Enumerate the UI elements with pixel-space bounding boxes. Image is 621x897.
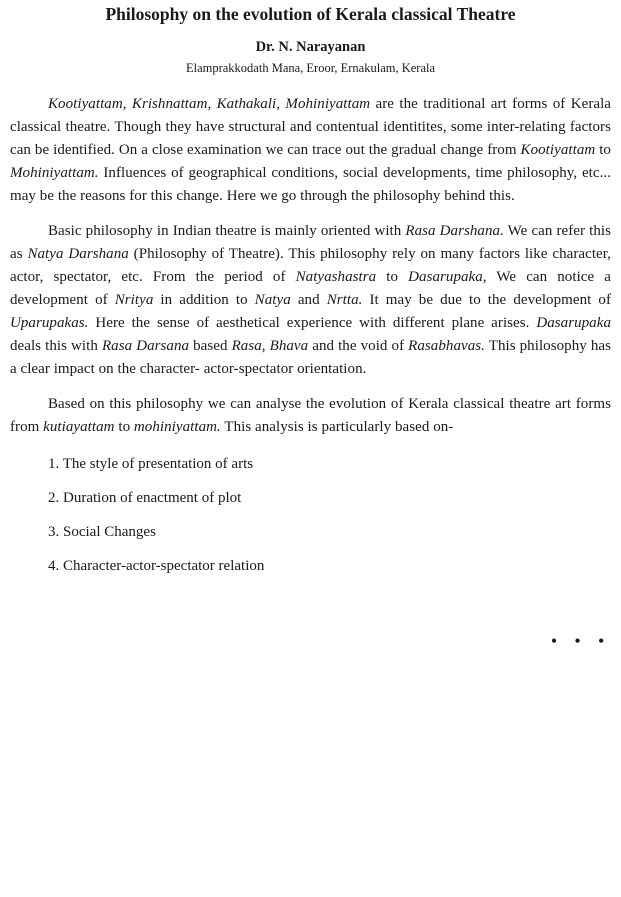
document-title: Philosophy on the evolution of Kerala classical Theatre bbox=[105, 4, 516, 24]
text-run: It may be due to the development of bbox=[362, 292, 611, 308]
list-item: 1. The style of presentation of arts bbox=[48, 456, 254, 472]
italic-term: Mohiniyattam. bbox=[10, 165, 99, 181]
list-item: 4. Character-actor-spectator relation bbox=[48, 558, 265, 574]
body-paragraph bbox=[10, 393, 611, 439]
author-name: Dr. N. Narayanan bbox=[255, 39, 366, 55]
list-item: 3. Social Changes bbox=[48, 524, 156, 540]
italic-term: Rasa Darshana. bbox=[405, 223, 504, 239]
italic-term: mohiniyattam. bbox=[133, 419, 221, 435]
body-paragraph bbox=[10, 220, 611, 381]
text-run: and bbox=[290, 292, 327, 308]
text-run: deals this with bbox=[10, 338, 102, 354]
italic-term: Natya Darshana bbox=[27, 246, 129, 262]
text-run: to bbox=[595, 142, 611, 158]
italic-term: Nritya bbox=[114, 292, 154, 308]
italic-term: Natya bbox=[254, 292, 291, 308]
end-of-section-mark: • • • bbox=[551, 633, 611, 650]
italic-term: Rasa, Bhava bbox=[231, 338, 309, 354]
text-run: We can refer this as bbox=[10, 223, 611, 262]
italic-term: Rasa Darsana bbox=[101, 338, 190, 354]
italic-term: Nrtta. bbox=[326, 292, 363, 308]
italic-term: Dasarupaka, bbox=[408, 269, 487, 285]
italic-term: Uparupakas. bbox=[10, 315, 89, 331]
italic-term: Natyashastra bbox=[295, 269, 377, 285]
text-run: Basic philosophy in Indian theatre is mainly oriented with bbox=[48, 223, 406, 239]
italic-term: Kootiyattam, Krishnattam, Kathakali, Mohiniyattam bbox=[48, 96, 371, 112]
text-run: This analysis is particularly based on- bbox=[220, 419, 454, 435]
text-run: This philosophy has a clear impact on the character- actor-spectator orientation. bbox=[10, 338, 611, 377]
italic-term: Kootiyattam bbox=[520, 142, 596, 158]
body-paragraph bbox=[10, 93, 611, 208]
italic-term: kutiayattam bbox=[43, 419, 115, 435]
text-run: Based on this philosophy we can analyse the evolution of Kerala classical theatre art forms from bbox=[10, 396, 611, 435]
text-run: to bbox=[114, 419, 134, 435]
italic-term: Rasabhavas. bbox=[408, 338, 485, 354]
text-run: to bbox=[376, 269, 409, 285]
text-run: Influences of geographical conditions, social developments, time philosophy, etc... may be the reasons for this change. Here we go through the philosophy behind this. bbox=[10, 165, 611, 204]
italic-term: Dasarupaka bbox=[536, 315, 611, 331]
text-run: Here the sense of aesthetical experience with different plane arises. bbox=[88, 315, 537, 331]
document-page bbox=[10, 0, 611, 650]
list-item: 2. Duration of enactment of plot bbox=[48, 490, 242, 506]
analysis-basis-list bbox=[48, 453, 611, 577]
author-affiliation: Elamprakkodath Mana, Eroor, Ernakulam, Kerala bbox=[185, 61, 436, 75]
text-run: are the traditional art forms of Kerala classical theatre. Though they have structural and contentual identitites, some inter-relating factors can be identified. On a close examination we can trace out the gradual change from bbox=[10, 96, 611, 158]
text-run: based bbox=[189, 338, 232, 354]
text-run: (Philosophy of Theatre). This philosophy rely on many factors like character, actor, spectator, etc. From the period of bbox=[10, 246, 611, 285]
text-run: We can notice a development of bbox=[10, 269, 611, 308]
text-run: and the void of bbox=[308, 338, 409, 354]
text-run: in addition to bbox=[153, 292, 255, 308]
